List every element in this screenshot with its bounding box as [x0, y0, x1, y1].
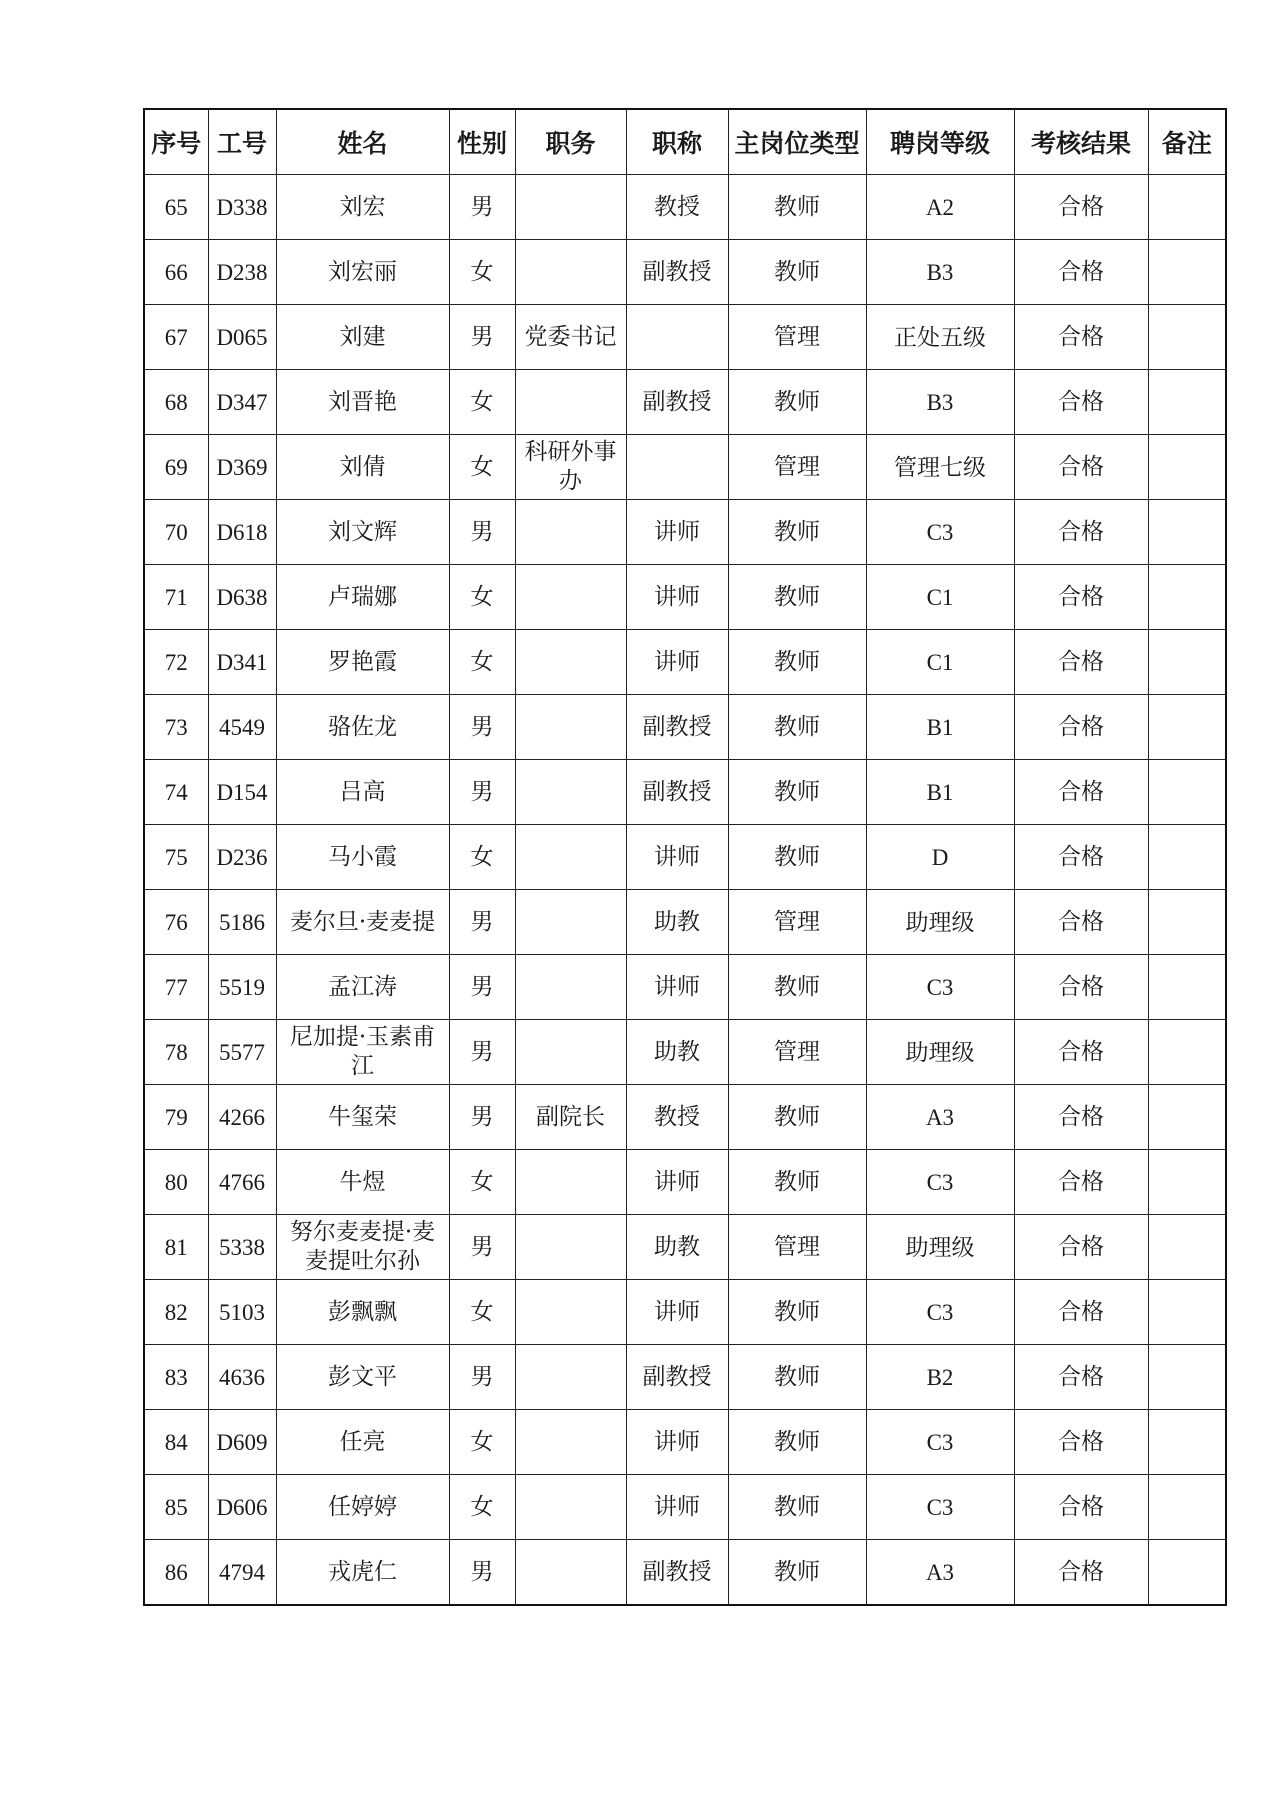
position-type-cell: 管理: [728, 1020, 866, 1085]
title-cell: [626, 305, 728, 370]
gender-cell: 男: [449, 500, 515, 565]
title-cell: 副教授: [626, 695, 728, 760]
post-cell: [515, 890, 626, 955]
title-cell: 讲师: [626, 630, 728, 695]
gender-header: 性别: [449, 109, 515, 175]
table-row: [144, 760, 1226, 825]
name-cell: 刘晋艳: [276, 370, 449, 435]
post-cell: [515, 565, 626, 630]
post-cell: [515, 1280, 626, 1345]
name-cell: 彭飘飘: [276, 1280, 449, 1345]
post-cell: [515, 175, 626, 240]
remark-cell: [1148, 630, 1226, 695]
remark-cell: [1148, 955, 1226, 1020]
seq-cell: 69: [144, 435, 208, 500]
grade-cell: D: [866, 825, 1014, 890]
gender-cell: 男: [449, 1085, 515, 1150]
result-cell: 合格: [1014, 1540, 1148, 1606]
name-cell: 罗艳霞: [276, 630, 449, 695]
seq-cell: 85: [144, 1475, 208, 1540]
result-cell: 合格: [1014, 1475, 1148, 1540]
staff-id-cell: D341: [208, 630, 276, 695]
post-cell: [515, 695, 626, 760]
name-cell: 麦尔旦·麦麦提: [276, 890, 449, 955]
grade-cell: C3: [866, 955, 1014, 1020]
position-type-cell: 教师: [728, 370, 866, 435]
name-cell: 卢瑞娜: [276, 565, 449, 630]
position-type-cell: 教师: [728, 825, 866, 890]
staff-id-cell: 4549: [208, 695, 276, 760]
remark-cell: [1148, 1150, 1226, 1215]
grade-cell: C1: [866, 630, 1014, 695]
table-row: [144, 630, 1226, 695]
title-cell: 教授: [626, 175, 728, 240]
post-header: 职务: [515, 109, 626, 175]
grade-cell: C3: [866, 500, 1014, 565]
title-cell: 副教授: [626, 370, 728, 435]
result-header: 考核结果: [1014, 109, 1148, 175]
gender-cell: 女: [449, 825, 515, 890]
position-type-cell: 教师: [728, 240, 866, 305]
seq-cell: 66: [144, 240, 208, 305]
gender-cell: 女: [449, 565, 515, 630]
remark-cell: [1148, 1475, 1226, 1540]
result-cell: 合格: [1014, 175, 1148, 240]
staff-id-cell: D638: [208, 565, 276, 630]
staff-id-cell: D618: [208, 500, 276, 565]
title-cell: 讲师: [626, 1280, 728, 1345]
result-cell: 合格: [1014, 435, 1148, 500]
grade-cell: B1: [866, 695, 1014, 760]
seq-cell: 72: [144, 630, 208, 695]
table-row: [144, 695, 1226, 760]
seq-cell: 86: [144, 1540, 208, 1606]
result-cell: 合格: [1014, 1020, 1148, 1085]
result-cell: 合格: [1014, 695, 1148, 760]
staff-id-cell: D606: [208, 1475, 276, 1540]
position-type-cell: 管理: [728, 305, 866, 370]
grade-cell: C3: [866, 1475, 1014, 1540]
gender-cell: 女: [449, 1280, 515, 1345]
remark-cell: [1148, 695, 1226, 760]
result-cell: 合格: [1014, 1215, 1148, 1280]
title-cell: 讲师: [626, 1410, 728, 1475]
table-row: [144, 1085, 1226, 1150]
remark-cell: [1148, 1085, 1226, 1150]
position-type-cell: 教师: [728, 175, 866, 240]
table-row: [144, 1540, 1226, 1606]
title-cell: 讲师: [626, 565, 728, 630]
name-cell: 马小霞: [276, 825, 449, 890]
staff-id-cell: 4766: [208, 1150, 276, 1215]
gender-cell: 男: [449, 1020, 515, 1085]
name-cell: 任亮: [276, 1410, 449, 1475]
post-cell: [515, 825, 626, 890]
result-cell: 合格: [1014, 890, 1148, 955]
name-cell: 戎虎仁: [276, 1540, 449, 1606]
title-cell: 讲师: [626, 825, 728, 890]
table-row: [144, 240, 1226, 305]
position-type-cell: 教师: [728, 955, 866, 1020]
position-type-cell: 教师: [728, 1540, 866, 1606]
staff-id-cell: 4794: [208, 1540, 276, 1606]
name-cell: 刘宏: [276, 175, 449, 240]
staff-id-cell: D065: [208, 305, 276, 370]
position-type-cell: 教师: [728, 630, 866, 695]
remark-cell: [1148, 825, 1226, 890]
grade-cell: 正处五级: [866, 305, 1014, 370]
gender-cell: 男: [449, 175, 515, 240]
result-cell: 合格: [1014, 305, 1148, 370]
grade-cell: A2: [866, 175, 1014, 240]
title-cell: 教授: [626, 1085, 728, 1150]
table-row: [144, 500, 1226, 565]
grade-cell: B2: [866, 1345, 1014, 1410]
name-cell: 努尔麦麦提·麦麦提吐尔孙: [276, 1215, 449, 1280]
staff-id-cell: 5103: [208, 1280, 276, 1345]
name-cell: 牛玺荣: [276, 1085, 449, 1150]
title-cell: 助教: [626, 890, 728, 955]
position-type-cell: 教师: [728, 1150, 866, 1215]
gender-cell: 男: [449, 760, 515, 825]
staff-id-cell: D154: [208, 760, 276, 825]
seq-cell: 76: [144, 890, 208, 955]
staff-id-cell: 4266: [208, 1085, 276, 1150]
table-row: [144, 890, 1226, 955]
remark-cell: [1148, 760, 1226, 825]
position-type-cell: 教师: [728, 1475, 866, 1540]
position-type-cell: 教师: [728, 695, 866, 760]
result-cell: 合格: [1014, 955, 1148, 1020]
staff-id-cell: D369: [208, 435, 276, 500]
staff-id-cell: D609: [208, 1410, 276, 1475]
remark-cell: [1148, 1020, 1226, 1085]
result-cell: 合格: [1014, 1345, 1148, 1410]
gender-cell: 女: [449, 1410, 515, 1475]
gender-cell: 女: [449, 370, 515, 435]
name-cell: 吕高: [276, 760, 449, 825]
post-cell: 科研外事办: [515, 435, 626, 500]
seq-cell: 71: [144, 565, 208, 630]
post-cell: [515, 1540, 626, 1606]
gender-cell: 男: [449, 890, 515, 955]
name-cell: 彭文平: [276, 1345, 449, 1410]
post-cell: 党委书记: [515, 305, 626, 370]
grade-header: 聘岗等级: [866, 109, 1014, 175]
staff-id-cell: D338: [208, 175, 276, 240]
position-type-cell: 教师: [728, 1280, 866, 1345]
gender-cell: 女: [449, 1475, 515, 1540]
seq-cell: 74: [144, 760, 208, 825]
position-type-cell: 教师: [728, 760, 866, 825]
post-cell: 副院长: [515, 1085, 626, 1150]
gender-cell: 男: [449, 305, 515, 370]
grade-cell: B3: [866, 370, 1014, 435]
staff-id-header: 工号: [208, 109, 276, 175]
seq-cell: 65: [144, 175, 208, 240]
position-type-cell: 教师: [728, 565, 866, 630]
post-cell: [515, 1150, 626, 1215]
remark-cell: [1148, 1280, 1226, 1345]
position-type-cell: 教师: [728, 1085, 866, 1150]
title-cell: [626, 435, 728, 500]
table-row: [144, 1215, 1226, 1280]
remark-cell: [1148, 890, 1226, 955]
title-cell: 副教授: [626, 1345, 728, 1410]
name-cell: 刘倩: [276, 435, 449, 500]
table-header-row: [144, 109, 1226, 175]
name-cell: 刘文辉: [276, 500, 449, 565]
gender-cell: 男: [449, 955, 515, 1020]
table-row: [144, 1020, 1226, 1085]
grade-cell: A3: [866, 1085, 1014, 1150]
table-row: [144, 1410, 1226, 1475]
result-cell: 合格: [1014, 825, 1148, 890]
name-cell: 孟江涛: [276, 955, 449, 1020]
name-cell: 刘建: [276, 305, 449, 370]
grade-cell: 助理级: [866, 1215, 1014, 1280]
grade-cell: 助理级: [866, 1020, 1014, 1085]
seq-cell: 78: [144, 1020, 208, 1085]
remark-cell: [1148, 500, 1226, 565]
gender-cell: 女: [449, 240, 515, 305]
grade-cell: 助理级: [866, 890, 1014, 955]
title-header: 职称: [626, 109, 728, 175]
gender-cell: 男: [449, 1215, 515, 1280]
seq-cell: 67: [144, 305, 208, 370]
result-cell: 合格: [1014, 1280, 1148, 1345]
remark-cell: [1148, 175, 1226, 240]
position-type-cell: 教师: [728, 1410, 866, 1475]
name-cell: 尼加提·玉素甫江: [276, 1020, 449, 1085]
post-cell: [515, 630, 626, 695]
seq-cell: 70: [144, 500, 208, 565]
table-row: [144, 1280, 1226, 1345]
seq-cell: 73: [144, 695, 208, 760]
title-cell: 副教授: [626, 1540, 728, 1606]
grade-cell: A3: [866, 1540, 1014, 1606]
remark-cell: [1148, 305, 1226, 370]
staff-id-cell: D238: [208, 240, 276, 305]
table-row: [144, 1345, 1226, 1410]
grade-cell: C3: [866, 1410, 1014, 1475]
seq-header: 序号: [144, 109, 208, 175]
position-type-cell: 管理: [728, 1215, 866, 1280]
staff-id-cell: 5338: [208, 1215, 276, 1280]
post-cell: [515, 1020, 626, 1085]
gender-cell: 女: [449, 630, 515, 695]
title-cell: 讲师: [626, 955, 728, 1020]
staff-id-cell: D236: [208, 825, 276, 890]
result-cell: 合格: [1014, 240, 1148, 305]
remark-header: 备注: [1148, 109, 1226, 175]
post-cell: [515, 955, 626, 1020]
gender-cell: 女: [449, 1150, 515, 1215]
remark-cell: [1148, 435, 1226, 500]
table-row: [144, 435, 1226, 500]
table-row: [144, 955, 1226, 1020]
name-cell: 任婷婷: [276, 1475, 449, 1540]
grade-cell: C3: [866, 1150, 1014, 1215]
table-body: [144, 175, 1226, 1606]
seq-cell: 68: [144, 370, 208, 435]
remark-cell: [1148, 1215, 1226, 1280]
post-cell: [515, 1345, 626, 1410]
remark-cell: [1148, 1410, 1226, 1475]
post-cell: [515, 1215, 626, 1280]
post-cell: [515, 760, 626, 825]
table-row: [144, 305, 1226, 370]
title-cell: 讲师: [626, 1150, 728, 1215]
result-cell: 合格: [1014, 760, 1148, 825]
post-cell: [515, 240, 626, 305]
title-cell: 助教: [626, 1215, 728, 1280]
staff-id-cell: 5519: [208, 955, 276, 1020]
post-cell: [515, 1475, 626, 1540]
name-cell: 刘宏丽: [276, 240, 449, 305]
gender-cell: 女: [449, 435, 515, 500]
table-row: [144, 175, 1226, 240]
grade-cell: 管理七级: [866, 435, 1014, 500]
table-row: [144, 565, 1226, 630]
remark-cell: [1148, 1540, 1226, 1606]
seq-cell: 80: [144, 1150, 208, 1215]
seq-cell: 79: [144, 1085, 208, 1150]
staff-id-cell: 5186: [208, 890, 276, 955]
gender-cell: 男: [449, 1345, 515, 1410]
seq-cell: 84: [144, 1410, 208, 1475]
table-row: [144, 370, 1226, 435]
post-cell: [515, 1410, 626, 1475]
staff-id-cell: D347: [208, 370, 276, 435]
position-type-cell: 教师: [728, 500, 866, 565]
seq-cell: 77: [144, 955, 208, 1020]
result-cell: 合格: [1014, 1150, 1148, 1215]
position-type-cell: 教师: [728, 1345, 866, 1410]
post-cell: [515, 500, 626, 565]
seq-cell: 81: [144, 1215, 208, 1280]
seq-cell: 82: [144, 1280, 208, 1345]
name-cell: 牛煜: [276, 1150, 449, 1215]
staff-id-cell: 4636: [208, 1345, 276, 1410]
staff-id-cell: 5577: [208, 1020, 276, 1085]
grade-cell: B1: [866, 760, 1014, 825]
result-cell: 合格: [1014, 565, 1148, 630]
name-header: 姓名: [276, 109, 449, 175]
position-type-cell: 管理: [728, 890, 866, 955]
seq-cell: 83: [144, 1345, 208, 1410]
title-cell: 讲师: [626, 1475, 728, 1540]
table-row: [144, 825, 1226, 890]
result-cell: 合格: [1014, 630, 1148, 695]
roster-table: [143, 108, 1227, 1606]
title-cell: 副教授: [626, 240, 728, 305]
gender-cell: 男: [449, 1540, 515, 1606]
name-cell: 骆佐龙: [276, 695, 449, 760]
title-cell: 副教授: [626, 760, 728, 825]
title-cell: 讲师: [626, 500, 728, 565]
title-cell: 助教: [626, 1020, 728, 1085]
result-cell: 合格: [1014, 500, 1148, 565]
table-row: [144, 1475, 1226, 1540]
result-cell: 合格: [1014, 370, 1148, 435]
remark-cell: [1148, 240, 1226, 305]
gender-cell: 男: [449, 695, 515, 760]
grade-cell: C3: [866, 1280, 1014, 1345]
table-row: [144, 1150, 1226, 1215]
position-type-header: 主岗位类型: [728, 109, 866, 175]
result-cell: 合格: [1014, 1410, 1148, 1475]
post-cell: [515, 370, 626, 435]
remark-cell: [1148, 370, 1226, 435]
result-cell: 合格: [1014, 1085, 1148, 1150]
remark-cell: [1148, 1345, 1226, 1410]
grade-cell: B3: [866, 240, 1014, 305]
grade-cell: C1: [866, 565, 1014, 630]
seq-cell: 75: [144, 825, 208, 890]
position-type-cell: 管理: [728, 435, 866, 500]
remark-cell: [1148, 565, 1226, 630]
